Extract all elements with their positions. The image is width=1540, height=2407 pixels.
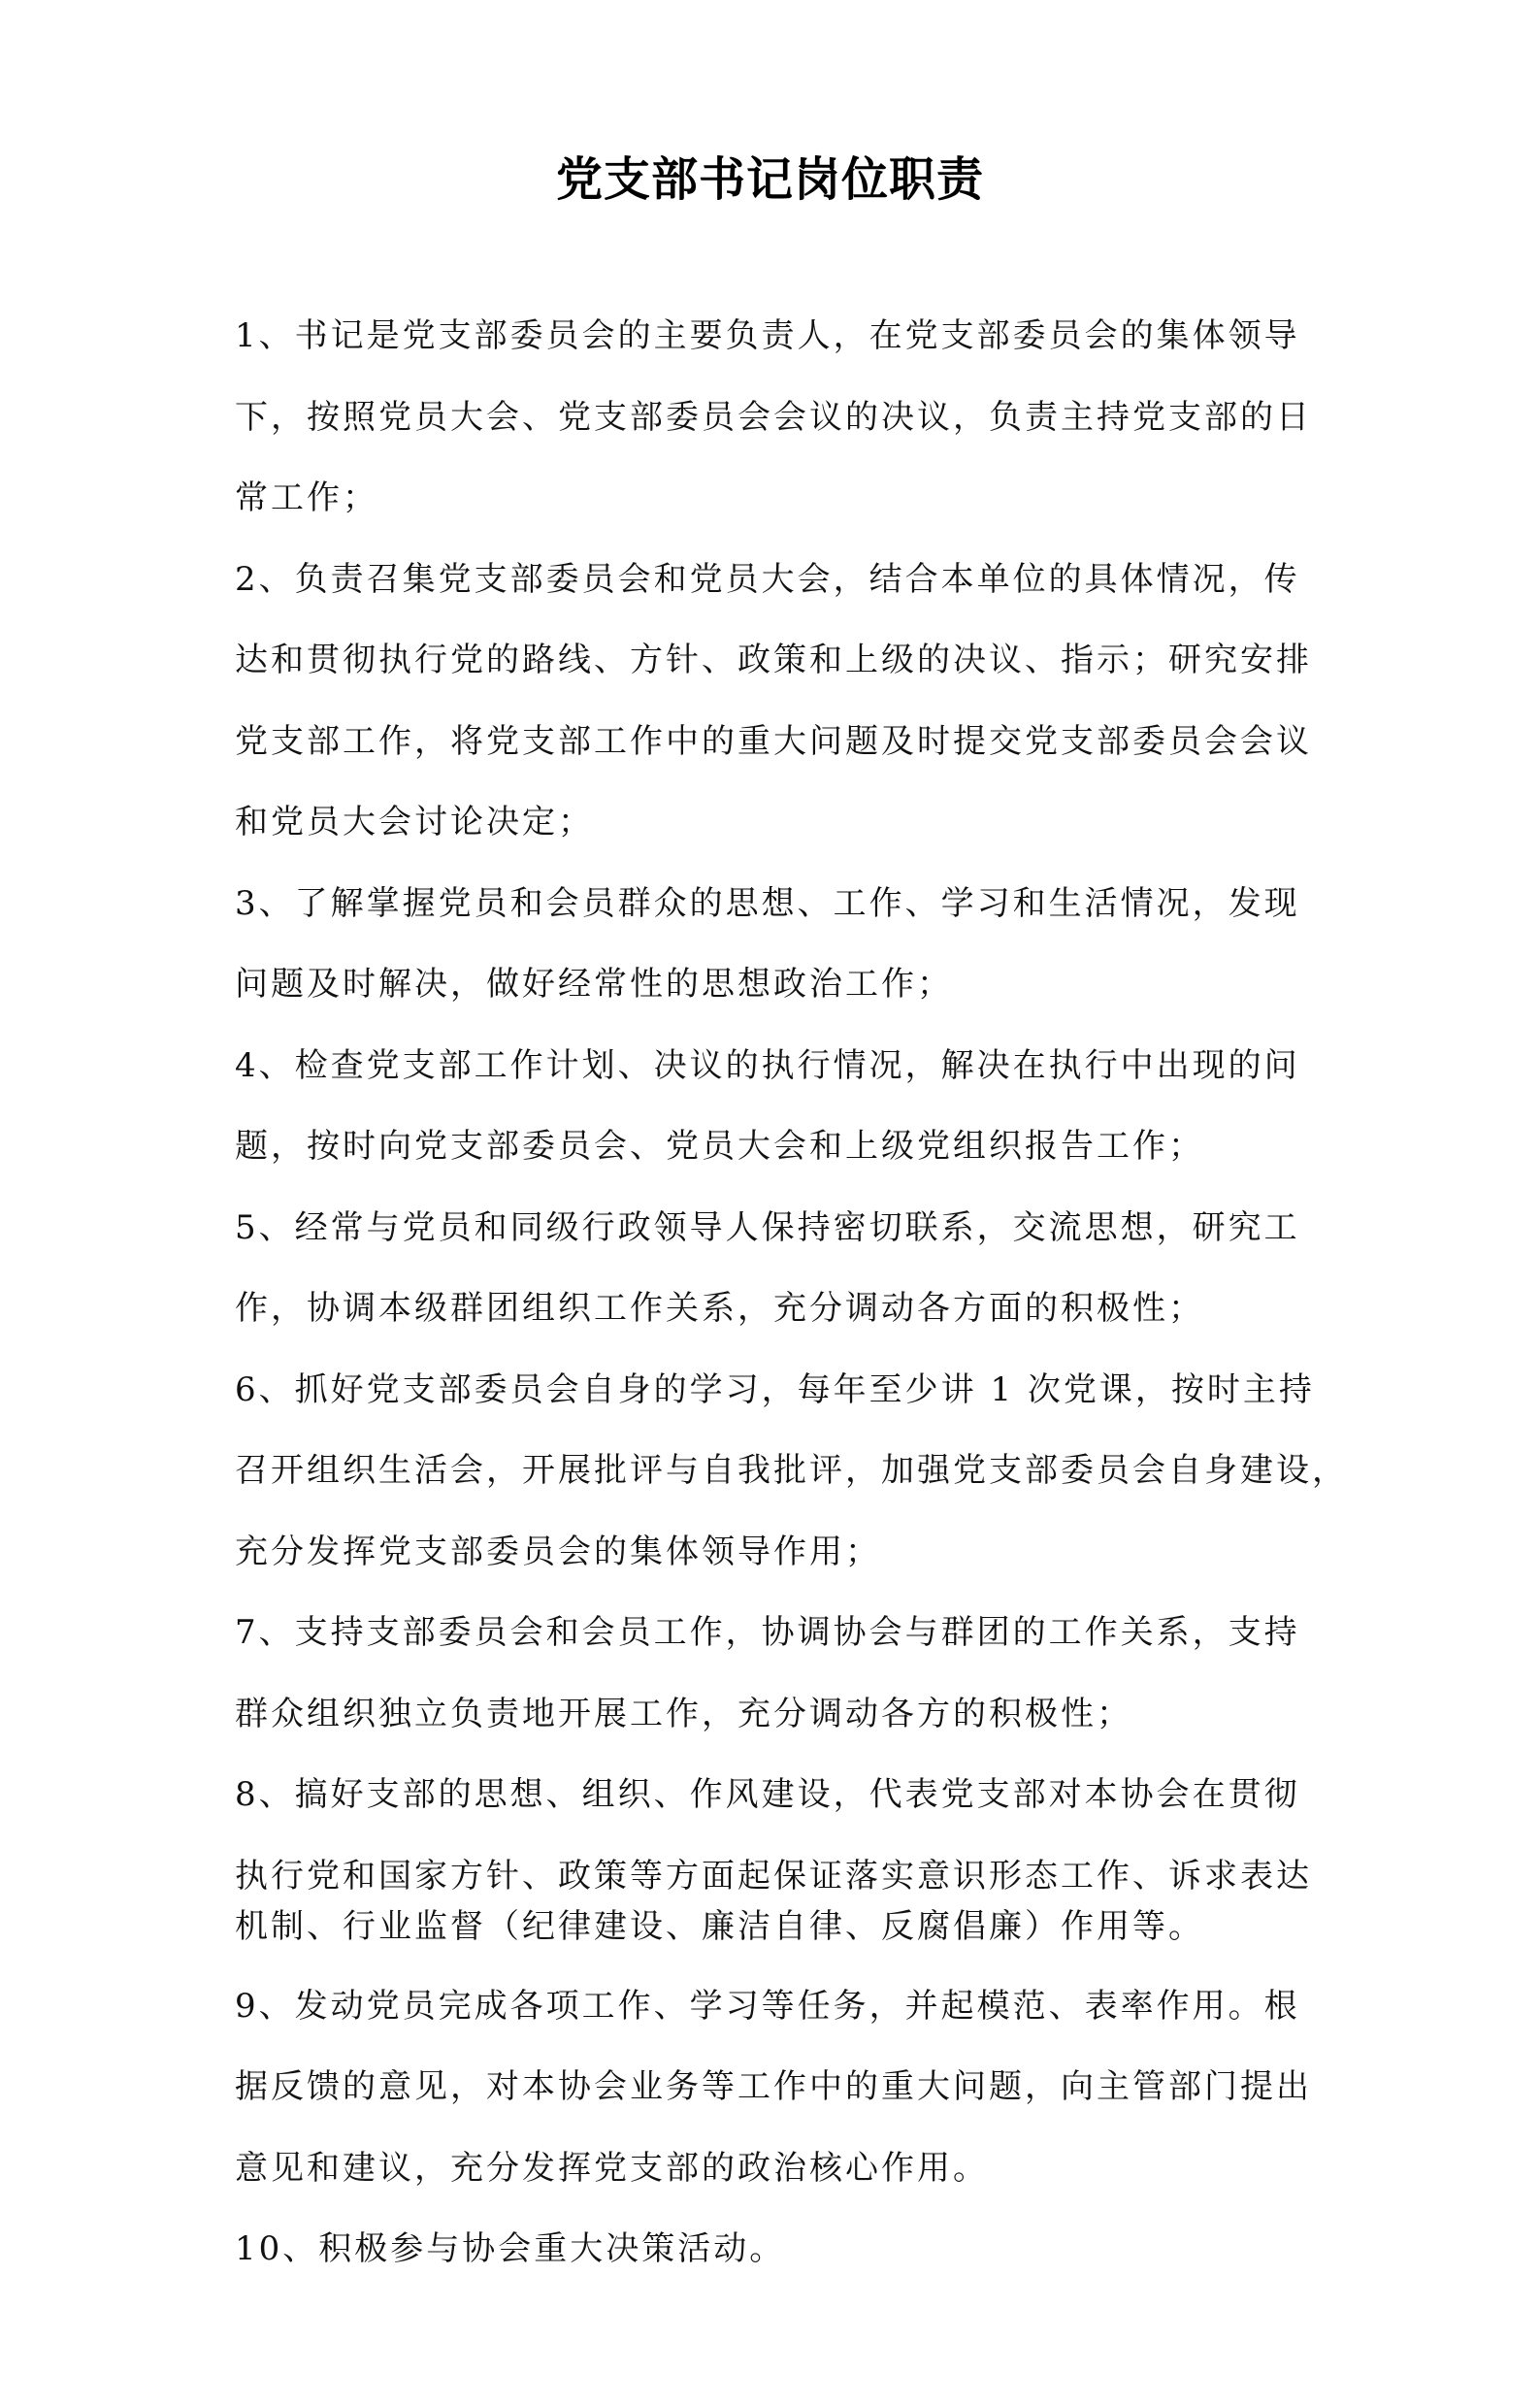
text-line: 召开组织生活会，开展批评与自我批评，加强党支部委员会自身建设， xyxy=(235,1451,1348,1490)
duty-item-8 xyxy=(235,1755,1312,1966)
text-line: 作，协调本级群团组织工作关系，充分调动各方面的积极性； xyxy=(235,1289,1204,1328)
document-title: 党支部书记岗位职责 xyxy=(555,152,984,207)
document-body xyxy=(235,296,1348,2291)
text-line: 7、支持支部委员会和会员工作，协调协会与群团的工作关系，支持 xyxy=(235,1613,1300,1652)
duty-item-10 xyxy=(235,2209,1312,2291)
text-line: 党支部工作，将党支部工作中的重大问题及时提交党支部委员会会议 xyxy=(235,721,1312,761)
duty-item-2 xyxy=(235,540,1312,864)
text-line: 问题及时解决，做好经常性的思想政治工作； xyxy=(235,965,953,1004)
text-line: 题，按时向党支部委员会、党员大会和上级党组织报告工作； xyxy=(235,1127,1204,1166)
text-line: 达和贯彻执行党的路线、方针、政策和上级的决议、指示；研究安排 xyxy=(235,641,1312,679)
duty-item-4 xyxy=(235,1026,1312,1188)
duty-item-5 xyxy=(235,1188,1312,1350)
text-line: 据反馈的意见，对本协会业务等工作中的重大问题，向主管部门提出 xyxy=(235,2067,1312,2106)
duty-item-9 xyxy=(235,1966,1312,2210)
text-line: 9、发动党员完成各项工作、学习等任务，并起模范、表率作用。根 xyxy=(235,1986,1300,2026)
text-line: 下，按照党员大会、党支部委员会会议的决议，负责主持党支部的日 xyxy=(235,397,1312,437)
text-line: 执行党和国家方针、政策等方面起保证落实意识形态工作、诉求表达 xyxy=(235,1856,1312,1896)
text-line: 4、检查党支部工作计划、决议的执行情况，解决在执行中出现的问 xyxy=(235,1045,1300,1085)
text-line: 1、书记是党支部委员会的主要负责人，在党支部委员会的集体领导 xyxy=(235,316,1300,355)
duty-item-3 xyxy=(235,864,1312,1026)
text-line: 意见和建议，充分发挥党支部的政治核心作用。 xyxy=(235,2148,989,2188)
text-line: 2、负责召集党支部委员会和党员大会，结合本单位的具体情况，传 xyxy=(235,559,1300,599)
text-line: 5、经常与党员和同级行政领导人保持密切联系，交流思想，研究工 xyxy=(235,1207,1300,1247)
text-line: 机制、行业监督（纪律建设、廉洁自律、反腐倡廉）作用等。 xyxy=(235,1906,1204,1946)
text-line: 10、积极参与协会重大决策活动。 xyxy=(235,2229,786,2268)
text-line: 8、搞好支部的思想、组织、作风建设，代表党支部对本协会在贯彻 xyxy=(235,1775,1300,1814)
text-line: 群众组织独立负责地开展工作，充分调动各方的积极性； xyxy=(235,1694,1132,1733)
duty-item-1 xyxy=(235,296,1312,540)
duty-item-6 xyxy=(235,1350,1348,1594)
text-line: 充分发挥党支部委员会的集体领导作用； xyxy=(235,1532,881,1571)
text-line: 6、抓好党支部委员会自身的学习，每年至少讲 1 次党课，按时主持 xyxy=(235,1369,1315,1409)
text-line: 常工作； xyxy=(235,478,378,517)
text-line: 3、了解掌握党员和会员群众的思想、工作、学习和生活情况，发现 xyxy=(235,883,1300,923)
text-line: 和党员大会讨论决定； xyxy=(235,803,594,841)
duty-item-7 xyxy=(235,1593,1312,1755)
